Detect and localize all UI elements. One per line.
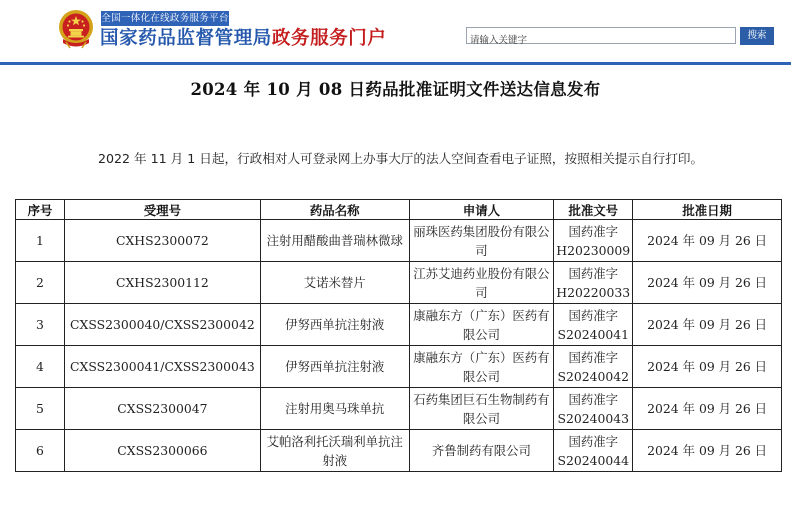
cell-drug: 伊努西单抗注射液 xyxy=(260,346,409,388)
header-seq: 序号 xyxy=(16,200,65,220)
cell-date: 2024 年 09 月 26 日 xyxy=(633,304,782,346)
table-row xyxy=(16,346,782,388)
cell-applicant: 齐鲁制药有限公司 xyxy=(409,430,554,472)
portal-header xyxy=(0,0,791,66)
cell-acceptance: CXHS2300072 xyxy=(64,220,260,262)
cell-applicant: 江苏艾迪药业股份有限公司 xyxy=(409,262,554,304)
search-box xyxy=(466,27,736,44)
cell-doc-no: 国药准字S20240042 xyxy=(554,346,633,388)
cell-doc-no: 国药准字H20220033 xyxy=(554,262,633,304)
national-emblem-icon xyxy=(57,8,95,50)
cell-applicant: 康融东方（广东）医药有限公司 xyxy=(409,346,554,388)
cell-applicant: 石药集团巨石生物制药有限公司 xyxy=(409,388,554,430)
table-row xyxy=(16,304,782,346)
header-doc-no: 批准文号 xyxy=(554,200,633,220)
table-row xyxy=(16,430,782,472)
cell-drug: 伊努西单抗注射液 xyxy=(260,304,409,346)
cell-doc-no: 国药准字H20230009 xyxy=(554,220,633,262)
platform-label: 全国一体化在线政务服务平台 xyxy=(101,13,229,24)
table-row xyxy=(16,262,782,304)
cell-date: 2024 年 09 月 26 日 xyxy=(633,262,782,304)
cell-doc-no: 国药准字S20240043 xyxy=(554,388,633,430)
header-date: 批准日期 xyxy=(633,200,782,220)
cell-doc-no: 国药准字S20240041 xyxy=(554,304,633,346)
cell-drug: 艾诺米替片 xyxy=(260,262,409,304)
cell-date: 2024 年 09 月 26 日 xyxy=(633,346,782,388)
table-header-row xyxy=(16,200,782,220)
cell-seq: 6 xyxy=(16,430,65,472)
page-title: 2024 年 10 月 08 日药品批准证明文件送达信息发布 xyxy=(190,80,601,99)
cell-doc-no: 国药准字S20240044 xyxy=(554,430,633,472)
cell-date: 2024 年 09 月 26 日 xyxy=(633,388,782,430)
cell-date: 2024 年 09 月 26 日 xyxy=(633,430,782,472)
cell-applicant: 康融东方（广东）医药有限公司 xyxy=(409,304,554,346)
cell-acceptance: CXSS2300066 xyxy=(64,430,260,472)
portal-title-main: 国家药品监督管理局 xyxy=(100,28,272,49)
cell-seq: 1 xyxy=(16,220,65,262)
portal-title[interactable] xyxy=(100,27,387,51)
header-drug: 药品名称 xyxy=(260,200,409,220)
notice-text: 2022 年 11 月 1 日起，行政相对人可登录网上办事大厅的法人空间查看电子证照，按照相关提示自行打印。 xyxy=(98,151,704,166)
cell-seq: 5 xyxy=(16,388,65,430)
cell-seq: 3 xyxy=(16,304,65,346)
header-applicant: 申请人 xyxy=(409,200,554,220)
cell-drug: 艾帕洛利托沃瑞利单抗注射液 xyxy=(260,430,409,472)
portal-title-accent: 政务服务门户 xyxy=(271,28,387,49)
search-input[interactable] xyxy=(467,33,735,48)
cell-acceptance: CXSS2300047 xyxy=(64,388,260,430)
cell-acceptance: CXSS2300040/CXSS2300042 xyxy=(64,304,260,346)
search-button[interactable]: 搜索 xyxy=(740,27,774,45)
table-row xyxy=(16,220,782,262)
cell-seq: 4 xyxy=(16,346,65,388)
cell-date: 2024 年 09 月 26 日 xyxy=(633,220,782,262)
cell-seq: 2 xyxy=(16,262,65,304)
cell-drug: 注射用奥马珠单抗 xyxy=(260,388,409,430)
header-acceptance: 受理号 xyxy=(64,200,260,220)
cell-drug: 注射用醋酸曲普瑞林微球 xyxy=(260,220,409,262)
header-divider xyxy=(0,62,791,65)
approval-table xyxy=(15,199,782,472)
cell-acceptance: CXHS2300112 xyxy=(64,262,260,304)
cell-applicant: 丽珠医药集团股份有限公司 xyxy=(409,220,554,262)
table-row xyxy=(16,388,782,430)
cell-acceptance: CXSS2300041/CXSS2300043 xyxy=(64,346,260,388)
